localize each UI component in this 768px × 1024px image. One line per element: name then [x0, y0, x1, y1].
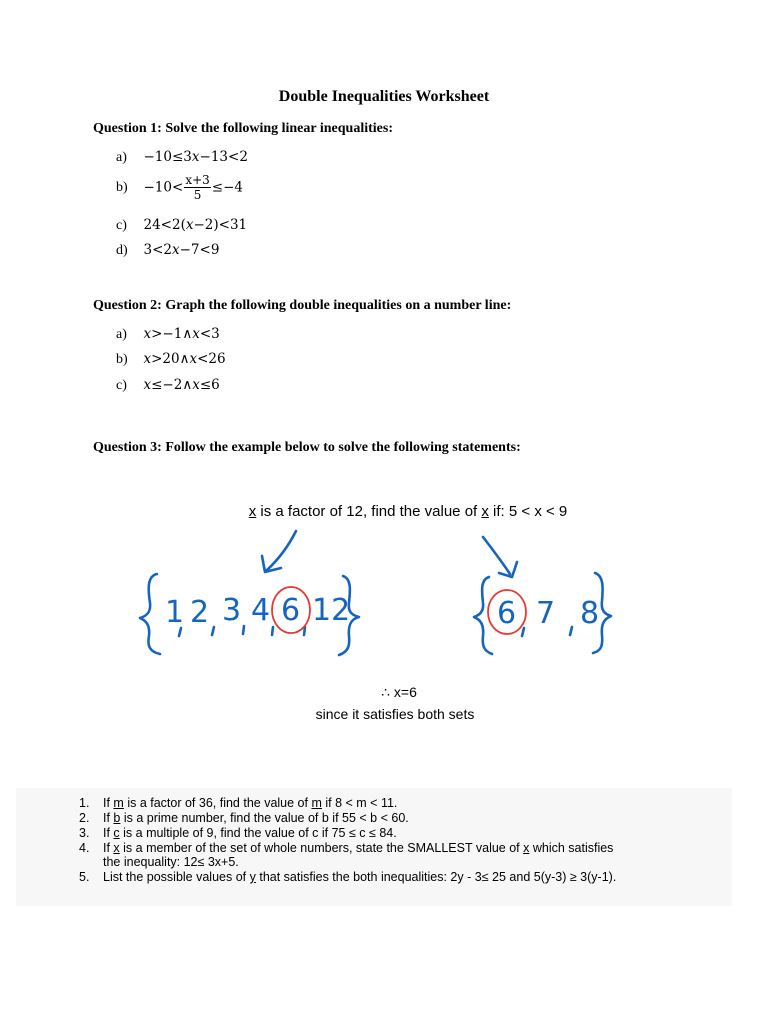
item-label: c) [116, 218, 127, 233]
set1-element: 2 [190, 595, 210, 630]
question-1-heading: Question 1: Solve the following linear inequalities: [93, 121, 393, 136]
statement-number: 4. [79, 841, 90, 855]
statement-3 [79, 826, 397, 840]
statement-text: the inequality: 12≤ 3x+5. [103, 855, 239, 869]
statement-text: If [103, 811, 114, 825]
set1-element: 6 [281, 593, 301, 628]
statement-text: List the possible values of [103, 870, 250, 884]
statement-variable: m [113, 796, 124, 810]
statement-text: If [103, 826, 114, 840]
statement-number: 1. [79, 796, 90, 810]
item-label: b) [116, 352, 128, 367]
item-label: d) [116, 243, 128, 258]
set2-element: 6 [497, 596, 517, 631]
example-conclusion: ∴ x=6 [381, 684, 417, 700]
expr-prefix: −10< [143, 179, 184, 196]
statement-number: 2. [79, 811, 90, 825]
fraction-denominator: 5 [193, 188, 202, 202]
statement-text: which satisfies [529, 841, 614, 855]
statement-number: 3. [79, 826, 90, 840]
worksheet-title: Double Inequalities Worksheet [278, 88, 490, 105]
statement-variable: b [113, 811, 121, 825]
statement-text: if 8 < m < 11. [321, 796, 398, 810]
set2-element: 8 [580, 596, 600, 631]
item-label: a) [116, 327, 127, 342]
statement-text: is a member of the set of whole numbers, state the SMALLEST value of [119, 841, 524, 855]
statement-text: If [103, 841, 114, 855]
statement-variable: y [249, 870, 256, 884]
statement-text: is a multiple of 9, find the value of c if 75 ≤ c ≤ 84. [119, 826, 397, 840]
item-label: c) [116, 378, 127, 393]
statement-text: is a factor of 36, find the value of [123, 796, 312, 810]
right-arrow-icon [483, 537, 510, 574]
inequality-expression: 24<2(x−2)<31 [143, 217, 248, 233]
question-2-heading: Question 2: Graph the following double inequalities on a number line: [93, 298, 512, 313]
statement-text: that satisfies the both inequalities: 2y - 3≤ 25 and 5(y-3) ≥ 3(y-1). [255, 870, 617, 884]
left-arrow-icon [266, 531, 296, 571]
inequality-expression: 3<2x−7<9 [143, 242, 220, 258]
expr-suffix: ≤−4 [211, 179, 243, 196]
set1-element: 4 [251, 593, 271, 628]
statement-variable: x [523, 841, 530, 855]
statement-1 [79, 796, 397, 810]
set1-element: 1 [165, 595, 185, 630]
statement-text: is a prime number, find the value of b if 55 < b < 60. [120, 811, 409, 825]
statement-2 [79, 811, 409, 825]
variable-x: x [481, 503, 489, 520]
prompt-text: is a factor of 12, find the value of [256, 503, 482, 520]
left-brace-icon [140, 574, 160, 654]
inequality-expression: x>20∧x<26 [143, 351, 226, 367]
question-3-heading: Question 3: Follow the example below to solve the following statements: [93, 440, 521, 455]
statement-5 [79, 870, 616, 884]
set1-element: 3 [222, 593, 242, 628]
fraction-numerator: x+3 [185, 173, 210, 187]
example-reason: since it satisfies both sets [315, 706, 475, 722]
statement-text: If [103, 796, 114, 810]
statement-variable: m [311, 796, 322, 810]
prompt-condition: if: 5 < x < 9 [488, 503, 568, 520]
inequality-expression: x≤−2∧x≤6 [143, 377, 220, 393]
set1-element: 12 [312, 593, 351, 628]
statement-number: 5. [79, 870, 90, 884]
item-label: a) [116, 150, 127, 165]
statement-4-continued [79, 855, 239, 869]
statement-variable: c [113, 826, 120, 840]
inequality-expression: −10≤3x−13<2 [143, 149, 248, 165]
statement-variable: x [113, 841, 120, 855]
variable-x: x [248, 503, 257, 520]
inequality-expression: x>−1∧x<3 [143, 326, 220, 342]
left-brace-icon [474, 577, 492, 654]
set2-element: 7 [536, 596, 556, 631]
statement-4 [79, 841, 613, 855]
item-label: b) [116, 179, 128, 195]
